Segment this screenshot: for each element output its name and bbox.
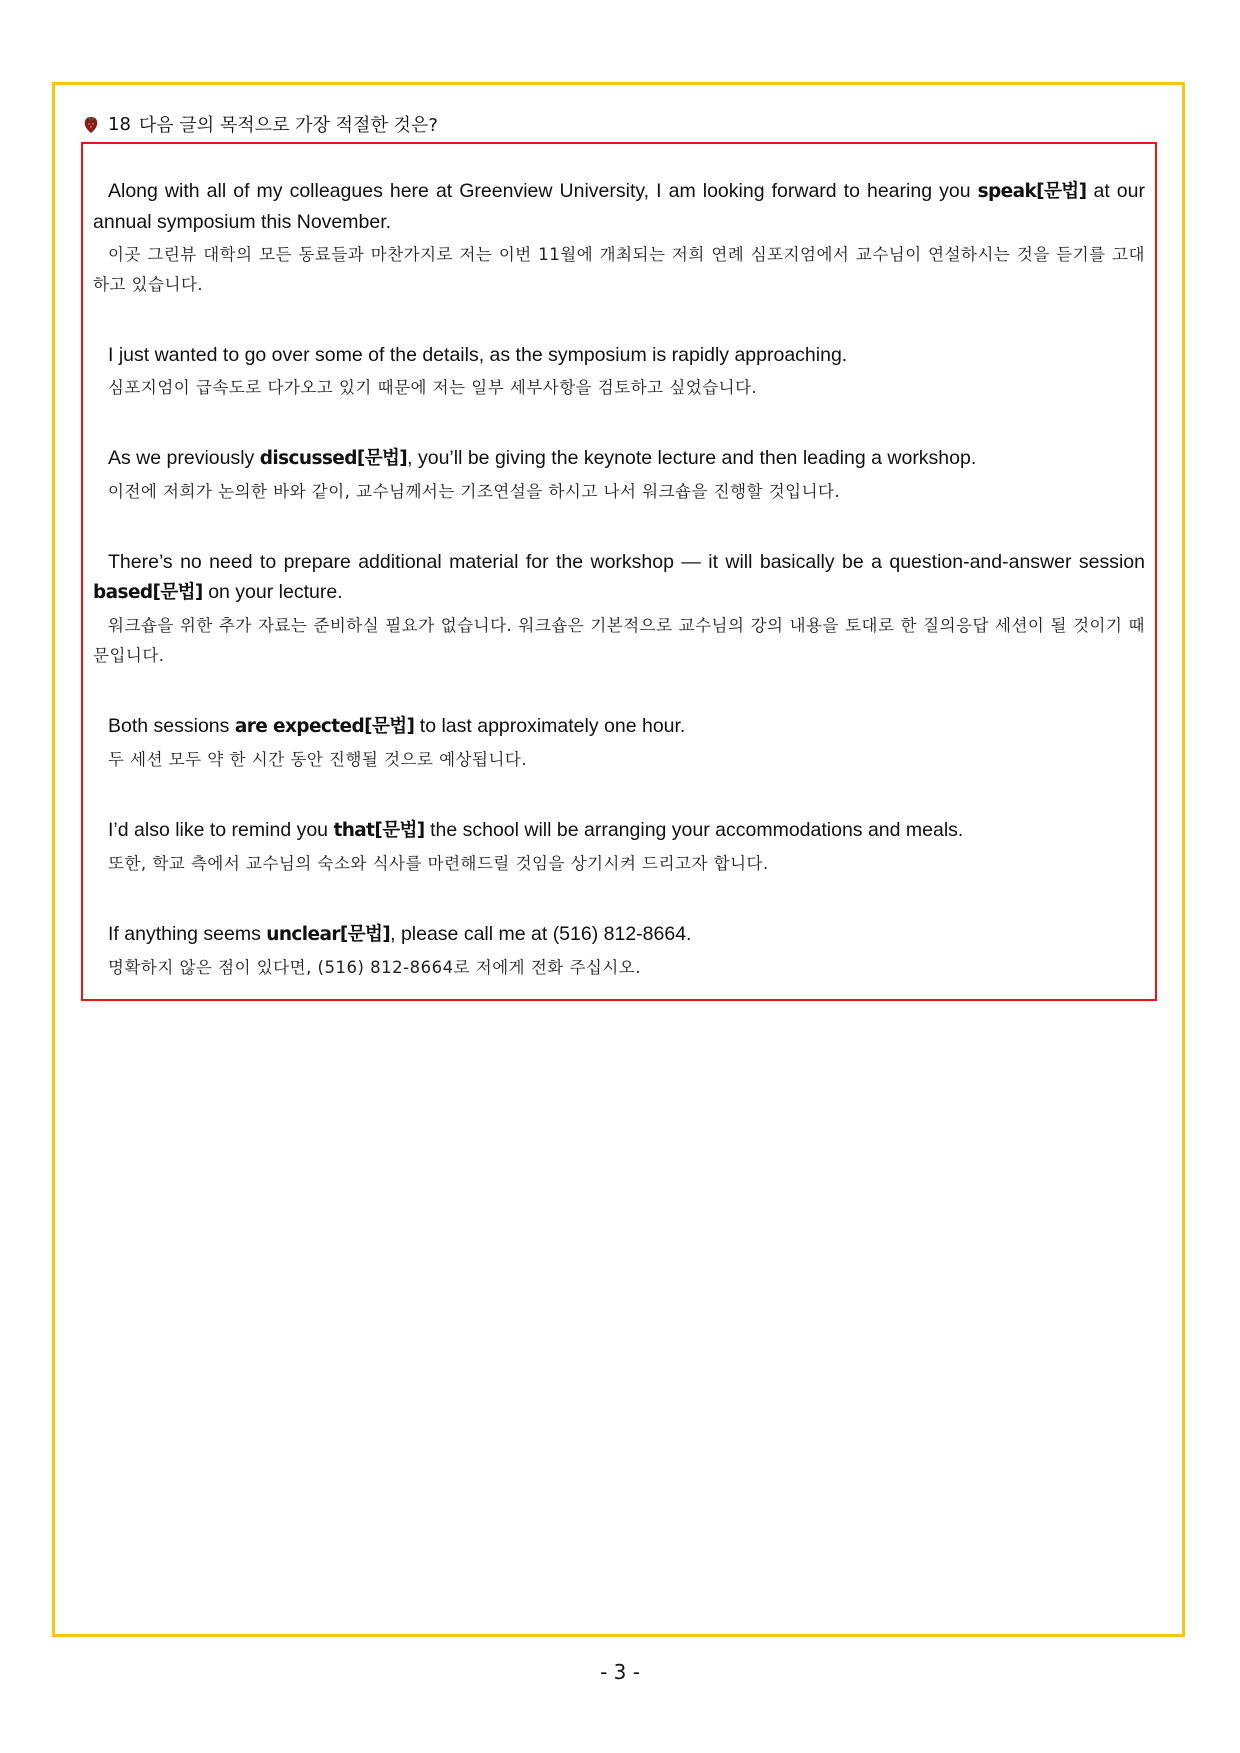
sentence-text: There’s no need to prepare additional material for the workshop — it will basically be a question-and-answer session	[108, 551, 1145, 573]
sentence-text: As we previously	[108, 447, 260, 469]
korean-translation: 두 세션 모두 약 한 시간 동안 진행될 것으로 예상됩니다.	[108, 750, 528, 769]
question-number: 18	[108, 113, 131, 135]
grammar-keyword: speak[문법]	[977, 181, 1087, 202]
grammar-keyword: unclear[문법]	[266, 924, 391, 945]
grammar-keyword: discussed[문법]	[259, 448, 408, 469]
passage-paragraph	[93, 340, 1145, 403]
passage-paragraph	[93, 815, 1145, 879]
page-number: - 3 -	[600, 1660, 640, 1684]
passage-paragraph	[93, 443, 1145, 507]
english-sentence	[93, 176, 1145, 237]
korean-translation: 이전에 저희가 논의한 바와 같이, 교수님께서는 기조연설을 하시고 나서 워크숍을 진행할 것입니다.	[108, 482, 841, 501]
sentence-text: on your lecture.	[202, 581, 343, 603]
korean-translation: 심포지엄이 급속도로 다가오고 있기 때문에 저는 일부 세부사항을 검토하고 싶었습니다.	[108, 378, 758, 397]
english-sentence	[93, 443, 1145, 474]
sentence-text: at our annual symposium this November.	[93, 180, 1145, 233]
korean-translation: 또한, 학교 측에서 교수님의 숙소와 식사를 마련해드릴 것임을 상기시켜 드리고자 합니다.	[108, 854, 769, 873]
sentence-text: , please call me at (516) 812-8664.	[390, 923, 692, 945]
sentence-text: If anything seems	[108, 923, 267, 945]
passage-paragraph	[93, 919, 1145, 983]
grammar-keyword: that[문법]	[333, 820, 425, 841]
sentence-text: Along with all of my colleagues here at Greenview University, I am looking forward to hearing you	[108, 180, 978, 202]
english-sentence	[93, 919, 1145, 950]
sentence-text: I just wanted to go over some of the details, as the symposium is rapidly approaching.	[108, 344, 848, 366]
korean-translation: 워크숍을 위한 추가 자료는 준비하실 필요가 없습니다. 워크숍은 기본적으로 교수님의 강의 내용을 토대로 한 질의응답 세션이 될 것이기 때문입니다.	[93, 616, 1145, 665]
passage-paragraph	[93, 547, 1145, 671]
passage-paragraph	[93, 176, 1145, 300]
sentence-text: to last approximately one hour.	[414, 715, 686, 737]
passage-paragraph	[93, 711, 1145, 775]
strawberry-bullet-icon	[84, 115, 98, 134]
sentence-text: , you’ll be giving the keynote lecture and then leading a workshop.	[407, 447, 977, 469]
question-prompt: 다음 글의 목적으로 가장 적절한 것은?	[138, 115, 438, 136]
english-sentence	[93, 340, 1145, 370]
sentence-text: I’d also like to remind you	[108, 819, 334, 841]
english-sentence	[93, 547, 1145, 608]
english-sentence	[93, 711, 1145, 742]
korean-translation: 이곳 그린뷰 대학의 모든 동료들과 마찬가지로 저는 이번 11월에 개최되는 저희 연례 심포지엄에서 교수님이 연설하시는 것을 듣기를 고대하고 있습니다.	[93, 245, 1145, 294]
sentence-text: the school will be arranging your accommodations and meals.	[424, 819, 964, 841]
english-sentence	[93, 815, 1145, 846]
grammar-keyword: based[문법]	[93, 582, 203, 603]
passage-box	[81, 142, 1157, 1001]
question-header	[84, 111, 438, 137]
korean-translation: 명확하지 않은 점이 있다면, (516) 812-8664로 저에게 전화 주십시오.	[108, 958, 641, 977]
grammar-keyword: are expected[문법]	[234, 716, 415, 737]
sentence-text: Both sessions	[108, 715, 235, 737]
